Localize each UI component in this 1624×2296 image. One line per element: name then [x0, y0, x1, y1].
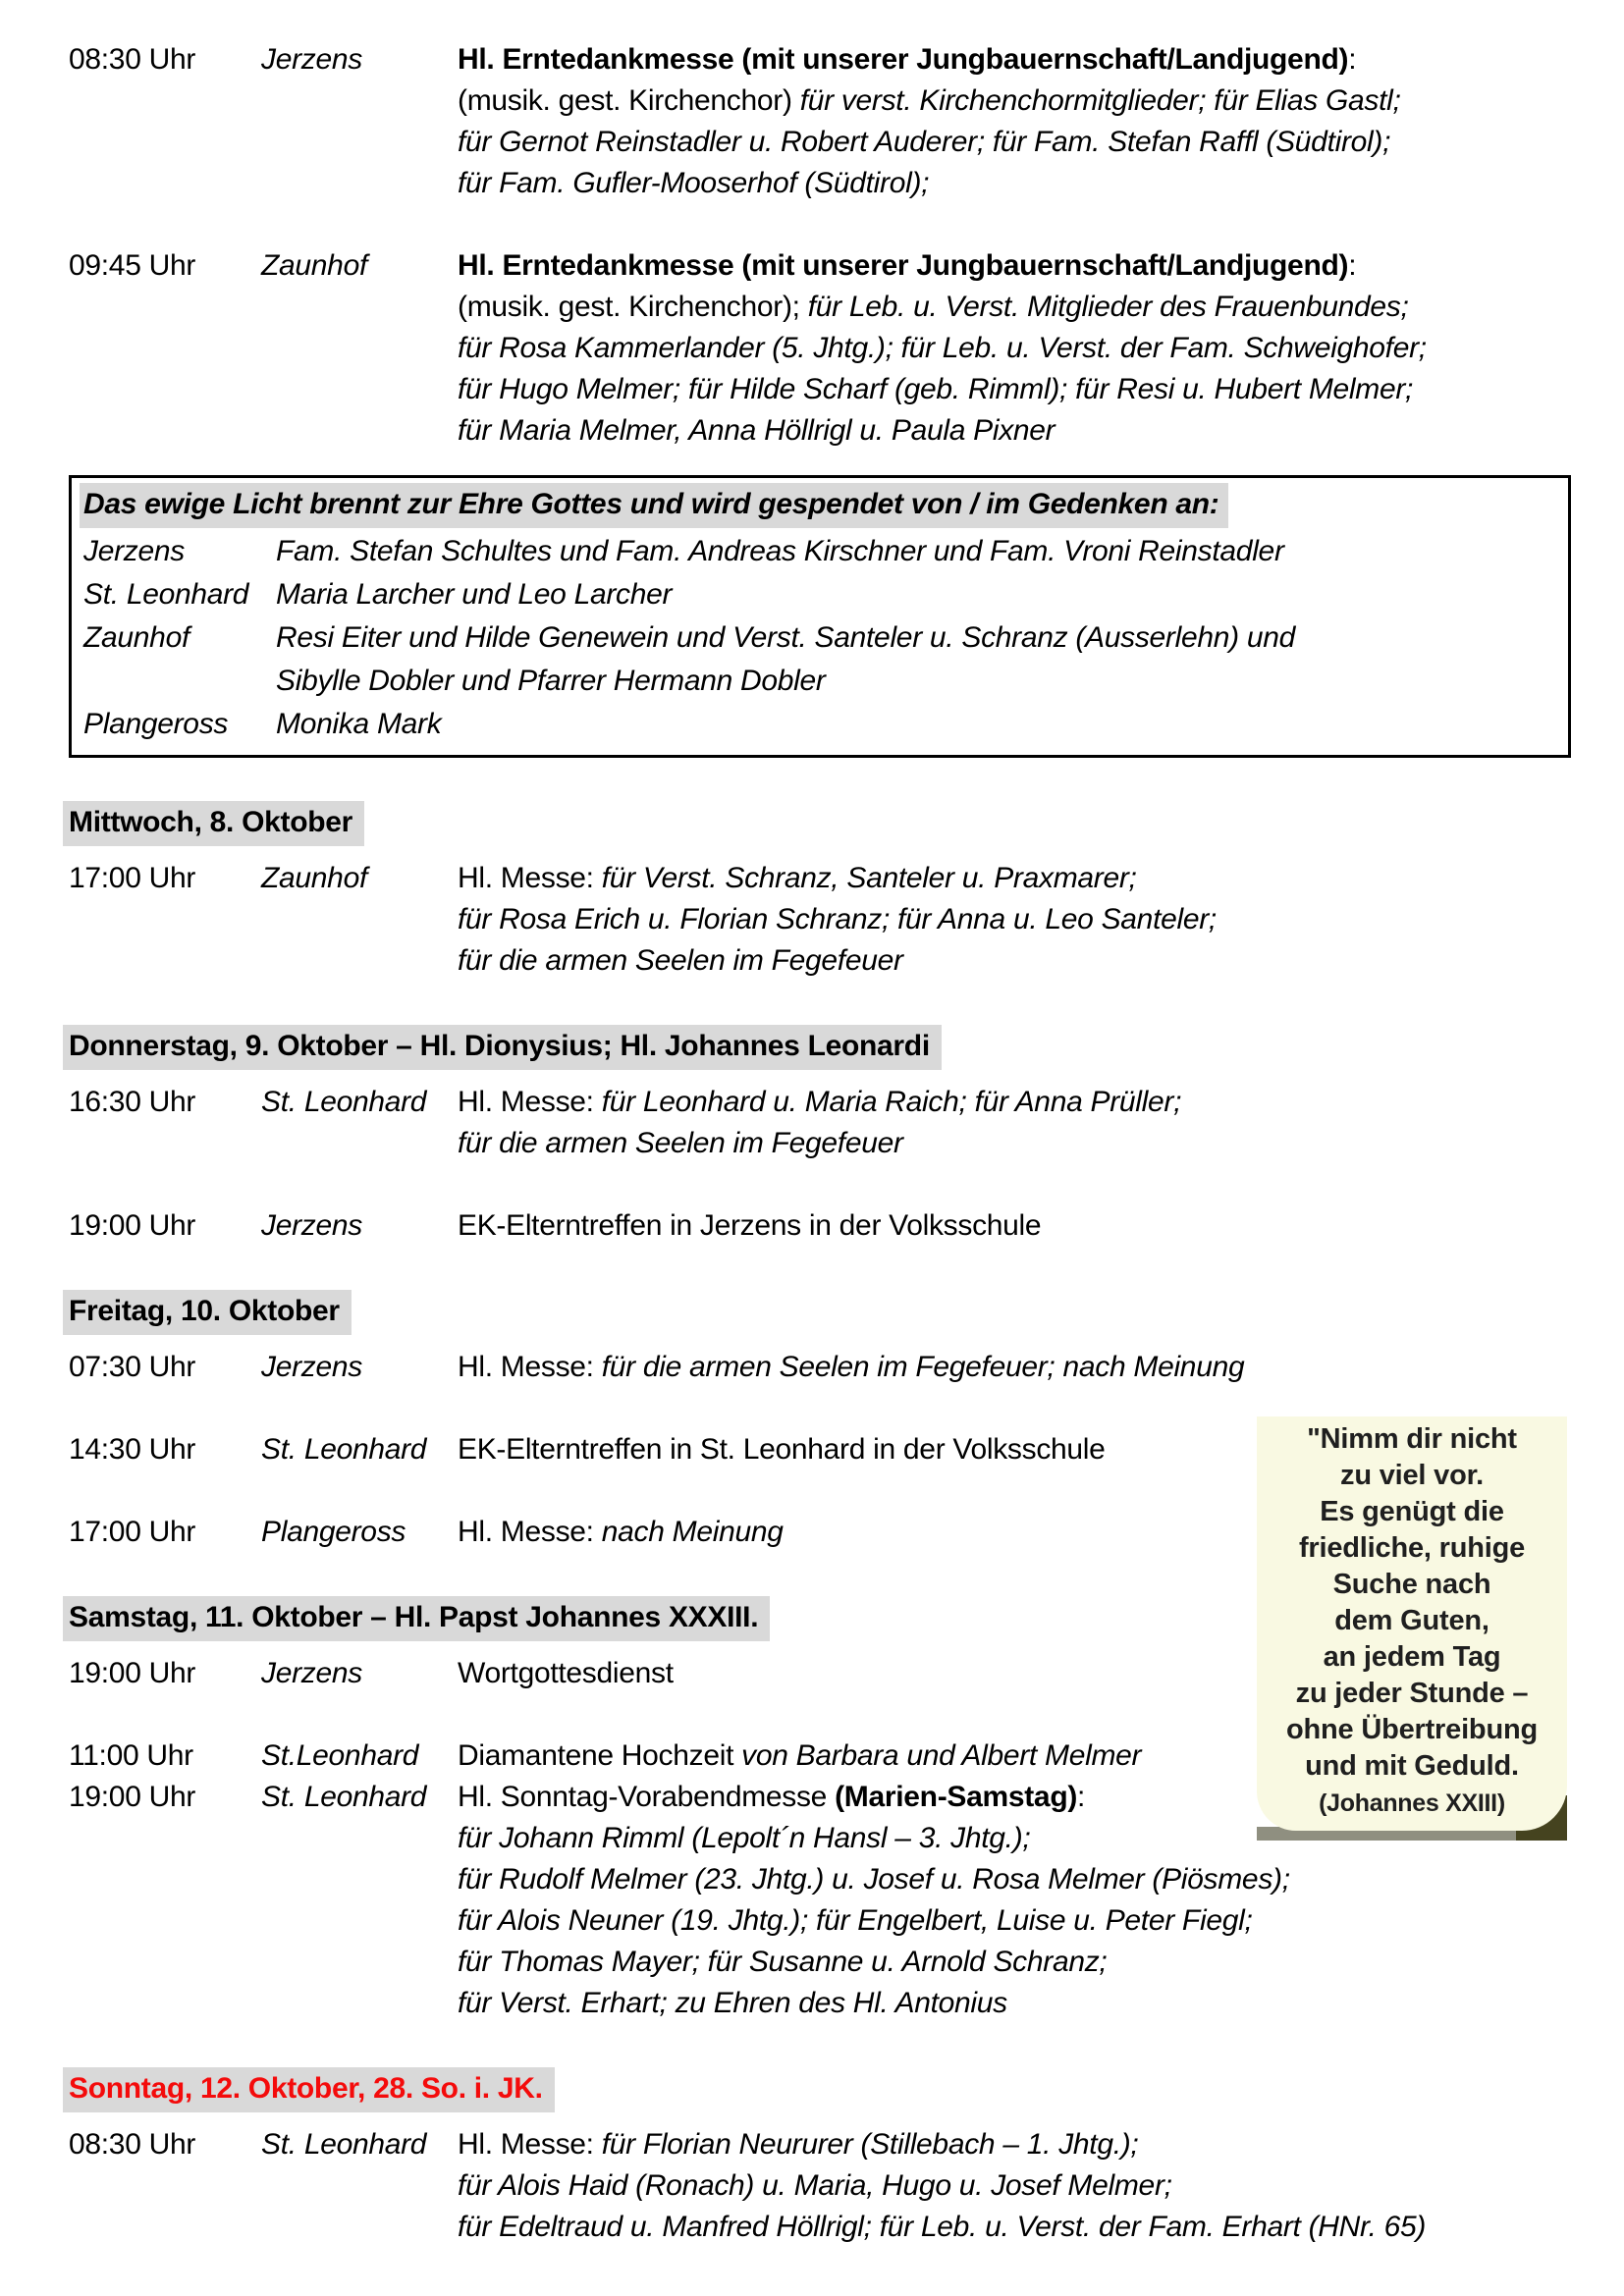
- text-segment: für Alois Neuner (19. Jhtg.); für Engelbert, Luise u. Peter Fiegl;: [458, 1904, 1253, 1937]
- day-heading-block: [69, 801, 1571, 846]
- event-time: 17:00 Uhr: [69, 1516, 196, 1548]
- description-line: [458, 2165, 1571, 2207]
- text-segment: (musik. gest. Kirchenchor): [458, 84, 800, 117]
- quote-line: friedliche, ruhige: [1298, 1532, 1526, 1564]
- description-line: [458, 858, 1571, 899]
- eternal-light-place: St. Leonhard: [83, 578, 249, 611]
- event-place: Plangeross: [261, 1516, 406, 1548]
- quote-text-panel: [1257, 1416, 1567, 1831]
- event-description: [458, 1205, 1571, 1247]
- text-segment: für Rosa Erich u. Florian Schranz; für Anna u. Leo Santeler;: [458, 903, 1217, 935]
- eternal-light-names-line: Monika Mark: [276, 708, 442, 740]
- text-segment: Wortgottesdienst: [458, 1657, 674, 1689]
- description-line: [458, 245, 1571, 287]
- description-line: [458, 1123, 1571, 1164]
- text-segment: Hl. Messe:: [458, 2128, 602, 2161]
- quote-card: [1257, 1416, 1567, 1841]
- text-segment: für verst. Kirchenchormitglieder; für Elias Gastl;: [799, 84, 1401, 117]
- eternal-light-names: [276, 703, 1556, 746]
- text-segment: für Hugo Melmer; für Hilde Scharf (geb. Rimml); für Resi u. Hubert Melmer;: [458, 373, 1414, 405]
- eternal-light-rows: [83, 530, 1556, 746]
- description-line: [458, 1942, 1571, 1983]
- quote-line: ohne Übertreibung: [1286, 1714, 1538, 1745]
- eternal-light-box: [69, 475, 1571, 758]
- description-line: [458, 410, 1571, 452]
- description-line: [458, 1082, 1571, 1123]
- text-segment: für Verst. Schranz, Santeler u. Praxmarer;: [601, 862, 1137, 894]
- event-time: 11:00 Uhr: [69, 1739, 193, 1772]
- text-segment: Hl. Messe:: [458, 1516, 602, 1548]
- event-time: 17:00 Uhr: [69, 862, 196, 894]
- text-segment: für Alois Haid (Ronach) u. Maria, Hugo u. Josef Melmer;: [458, 2169, 1172, 2202]
- text-segment: für Leb. u. Verst. Mitglieder des Frauenbundes;: [807, 291, 1409, 323]
- event-row: [69, 1205, 1571, 1247]
- event-place: Jerzens: [261, 1657, 362, 1689]
- day-heading-block: [69, 1290, 1571, 1335]
- eternal-light-place: Zaunhof: [83, 621, 189, 654]
- event-time: 08:30 Uhr: [69, 43, 196, 76]
- event-place: Jerzens: [261, 1209, 362, 1242]
- eternal-light-names-line: Resi Eiter und Hilde Genewein und Verst. Santeler u. Schranz (Ausserlehn) und: [276, 621, 1296, 654]
- description-line: [458, 122, 1571, 163]
- spacer: [69, 204, 1571, 245]
- eternal-light-row: [83, 703, 1556, 746]
- event-description: [458, 2124, 1571, 2248]
- quote-line: Suche nach: [1332, 1569, 1491, 1600]
- event-row: [69, 1347, 1571, 1388]
- eternal-light-title: Das ewige Licht brennt zur Ehre Gottes und wird gespendet von / im Gedenken an:: [80, 483, 1228, 528]
- text-segment: Hl. Messe:: [458, 1086, 602, 1118]
- day-heading: Sonntag, 12. Oktober, 28. So. i. JK.: [63, 2067, 555, 2112]
- quote-line: "Nimm dir nicht: [1307, 1423, 1517, 1455]
- text-segment: Hl. Erntedankmesse (mit unserer Jungbauernschaft/Landjugend): [458, 249, 1349, 282]
- event-place: Zaunhof: [261, 862, 367, 894]
- text-segment: von Barbara und Albert Melmer: [741, 1739, 1142, 1772]
- quote-line: zu viel vor.: [1340, 1460, 1484, 1491]
- description-line: [458, 899, 1571, 940]
- quote-line: Es genügt die: [1320, 1496, 1504, 1527]
- text-segment: für Verst. Erhart; zu Ehren des Hl. Antonius: [458, 1987, 1007, 2019]
- event-description: [458, 245, 1571, 452]
- day-heading: Mittwoch, 8. Oktober: [63, 801, 364, 846]
- quote-line: an jedem Tag: [1323, 1641, 1501, 1673]
- text-segment: nach Meinung: [601, 1516, 784, 1548]
- event-place: St. Leonhard: [261, 1433, 427, 1466]
- description-line: [458, 1859, 1571, 1900]
- text-segment: Hl. Erntedankmesse (mit unserer Jungbauernschaft/Landjugend): [458, 43, 1349, 76]
- day-heading: Donnerstag, 9. Oktober – Hl. Dionysius; Hl. Johannes Leonardi: [63, 1025, 942, 1070]
- description-line: [458, 1205, 1571, 1247]
- quote-attribution: (Johannes XXIII): [1319, 1789, 1505, 1817]
- eternal-light-place: Jerzens: [83, 535, 185, 567]
- spacer: [69, 1164, 1571, 1205]
- text-segment: EK-Elterntreffen in Jerzens in der Volksschule: [458, 1209, 1042, 1242]
- event-time: 16:30 Uhr: [69, 1086, 196, 1118]
- event-row: [69, 1082, 1571, 1164]
- event-place: St.Leonhard: [261, 1739, 419, 1772]
- event-row: [69, 2124, 1571, 2248]
- event-time: 07:30 Uhr: [69, 1351, 196, 1383]
- event-time: 08:30 Uhr: [69, 2128, 196, 2161]
- schedule: [69, 39, 1571, 2248]
- description-line: [458, 369, 1571, 410]
- quote-line: zu jeder Stunde –: [1295, 1678, 1529, 1709]
- text-segment: für Rosa Kammerlander (5. Jhtg.); für Leb. u. Verst. der Fam. Schweighofer;: [458, 332, 1427, 364]
- description-line: [458, 163, 1571, 204]
- text-segment: für Gernot Reinstadler u. Robert Auderer; für Fam. Stefan Raffl (Südtirol);: [458, 126, 1391, 158]
- text-segment: Diamantene Hochzeit: [458, 1739, 742, 1772]
- eternal-light-place: Plangeross: [83, 708, 229, 740]
- event-description: [458, 1082, 1571, 1164]
- event-place: St. Leonhard: [261, 1781, 427, 1813]
- text-segment: Hl. Messe:: [458, 1351, 602, 1383]
- text-segment: Hl. Sonntag-Vorabendmesse: [458, 1781, 836, 1813]
- eternal-light-names-line: Sibylle Dobler und Pfarrer Hermann Dobler: [276, 665, 826, 697]
- description-line: [458, 1983, 1571, 2024]
- event-place: Jerzens: [261, 1351, 362, 1383]
- eternal-light-row: [83, 616, 1556, 703]
- eternal-light-names-line: Fam. Stefan Schultes und Fam. Andreas Kirschner und Fam. Vroni Reinstadler: [276, 535, 1284, 567]
- event-description: [458, 1347, 1571, 1388]
- event-row: [69, 858, 1571, 982]
- text-segment: :: [1348, 43, 1357, 76]
- text-segment: für Leonhard u. Maria Raich; für Anna Prüller;: [601, 1086, 1182, 1118]
- text-segment: für Maria Melmer, Anna Höllrigl u. Paula Pixner: [458, 414, 1056, 447]
- description-line: [458, 80, 1571, 122]
- text-segment: für Thomas Mayer; für Susanne u. Arnold Schranz;: [458, 1946, 1108, 1978]
- event-time: 14:30 Uhr: [69, 1433, 196, 1466]
- day-heading-block: [69, 2067, 1571, 2112]
- event-row: [69, 39, 1571, 204]
- eternal-light-row: [83, 573, 1556, 616]
- text-segment: :: [1077, 1781, 1086, 1813]
- text-segment: für die armen Seelen im Fegefeuer: [458, 944, 903, 977]
- text-segment: :: [1348, 249, 1357, 282]
- description-line: [458, 1900, 1571, 1942]
- day-heading: Freitag, 10. Oktober: [63, 1290, 352, 1335]
- event-time: 09:45 Uhr: [69, 249, 196, 282]
- event-place: Jerzens: [261, 43, 362, 76]
- event-place: St. Leonhard: [261, 2128, 427, 2161]
- eternal-light-names-line: Maria Larcher und Leo Larcher: [276, 578, 673, 611]
- description-line: [458, 2207, 1571, 2248]
- quote-line: und mit Geduld.: [1305, 1750, 1519, 1782]
- event-time: 19:00 Uhr: [69, 1657, 196, 1689]
- description-line: [458, 2124, 1571, 2165]
- eternal-light-names: [276, 616, 1556, 703]
- event-description: [458, 39, 1571, 204]
- day-heading: Samstag, 11. Oktober – Hl. Papst Johannes XXXIII.: [63, 1596, 770, 1641]
- text-segment: EK-Elterntreffen in St. Leonhard in der Volksschule: [458, 1433, 1106, 1466]
- text-segment: (Marien-Samstag): [835, 1781, 1078, 1813]
- event-time: 19:00 Uhr: [69, 1209, 196, 1242]
- description-line: [458, 39, 1571, 80]
- quote-line: dem Guten,: [1334, 1605, 1489, 1636]
- description-line: [458, 287, 1571, 328]
- description-line: [458, 328, 1571, 369]
- text-segment: Hl. Messe:: [458, 862, 602, 894]
- eternal-light-names: [276, 530, 1556, 573]
- text-segment: (musik. gest. Kirchenchor);: [458, 291, 808, 323]
- day-heading-block: [69, 1025, 1571, 1070]
- event-row: [69, 245, 1571, 452]
- text-segment: für Fam. Gufler-Mooserhof (Südtirol);: [458, 167, 930, 199]
- text-segment: für die armen Seelen im Fegefeuer: [458, 1127, 903, 1159]
- text-segment: für die armen Seelen im Fegefeuer; nach Meinung: [601, 1351, 1245, 1383]
- text-segment: für Rudolf Melmer (23. Jhtg.) u. Josef u. Rosa Melmer (Piösmes);: [458, 1863, 1290, 1896]
- eternal-light-row: [83, 530, 1556, 573]
- text-segment: für Florian Neururer (Stillebach – 1. Jhtg.);: [601, 2128, 1139, 2161]
- description-line: [458, 1347, 1571, 1388]
- event-place: Zaunhof: [261, 249, 367, 282]
- description-line: [458, 940, 1571, 982]
- text-segment: für Edeltraud u. Manfred Höllrigl; für Leb. u. Verst. der Fam. Erhart (HNr. 65): [458, 2211, 1427, 2243]
- text-segment: für Johann Rimml (Lepolt´n Hansl – 3. Jhtg.);: [458, 1822, 1031, 1854]
- event-time: 19:00 Uhr: [69, 1781, 196, 1813]
- event-place: St. Leonhard: [261, 1086, 427, 1118]
- eternal-light-names: [276, 573, 1556, 616]
- event-description: [458, 858, 1571, 982]
- quote-lines: [1286, 1421, 1538, 1785]
